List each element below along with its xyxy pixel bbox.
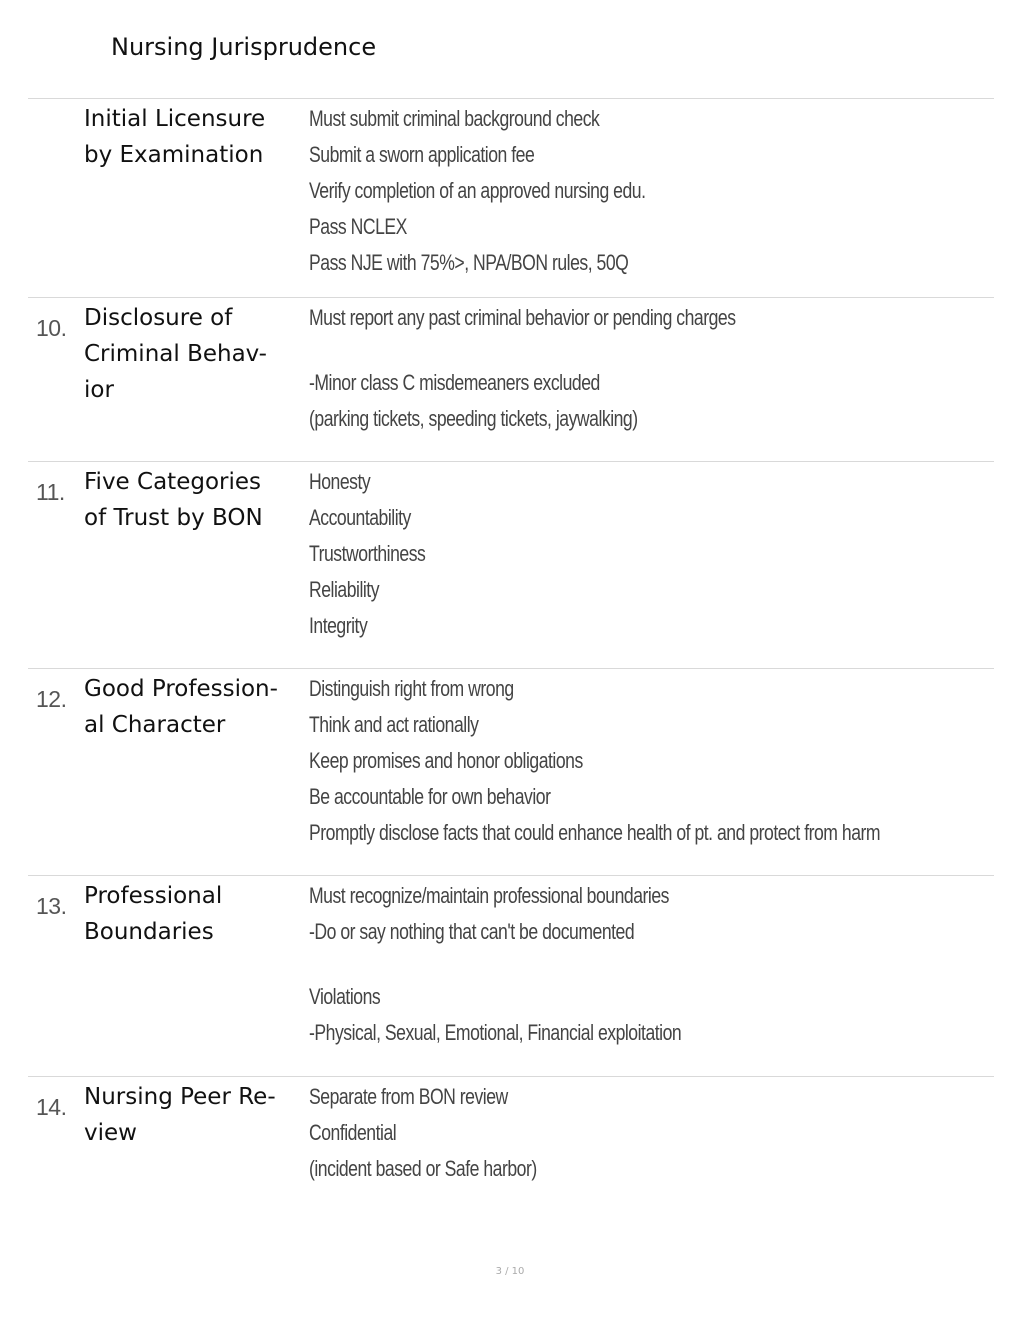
- card-number: 13.: [36, 893, 67, 919]
- definition-line: -Physical, Sexual, Emotional, Financial exploitation: [309, 1020, 682, 1045]
- definition-line: Verify completion of an approved nursing edu.: [309, 178, 646, 203]
- definition-line: Honesty: [309, 469, 371, 494]
- definition-line: Pass NCLEX: [309, 214, 407, 239]
- definition-line: Must recognize/maintain professional boundaries: [309, 883, 669, 908]
- card-term: Initial Licensure by Examination: [84, 106, 266, 168]
- definition-line: [309, 950, 853, 979]
- definition-line: -Do or say nothing that can't be documented: [309, 919, 635, 944]
- card-definition: [309, 300, 853, 437]
- card-number: 10.: [36, 315, 67, 341]
- definition-line: Integrity: [309, 613, 368, 638]
- card-definition: [309, 1079, 853, 1187]
- card-definition: [309, 464, 853, 644]
- definition-line: (incident based or Safe harbor): [309, 1156, 537, 1181]
- definition-line: Promptly disclose facts that could enhance health of pt. and protect from harm: [309, 820, 881, 845]
- card-term: Professional Boundaries: [84, 883, 223, 945]
- definition-line: -Minor class C misdemeaners excluded: [309, 370, 600, 395]
- definition-line: Must report any past criminal behavior or pending charges: [309, 305, 736, 330]
- definition-line: Keep promises and honor obligations: [309, 748, 583, 773]
- definition-line: Separate from BON review: [309, 1084, 508, 1109]
- definition-line: [309, 336, 853, 365]
- card-definition: [309, 101, 853, 281]
- page-title: Nursing Jurisprudence: [111, 33, 377, 61]
- definition-line: Be accountable for own behavior: [309, 784, 551, 809]
- definition-line: Accountability: [309, 505, 411, 530]
- card-term: Good Profession- al Character: [84, 676, 278, 738]
- flashcard: [28, 1076, 994, 1226]
- card-term: Five Categories of Trust by BON: [84, 469, 263, 531]
- card-definition: [309, 878, 853, 1051]
- definition-line: Submit a sworn application fee: [309, 142, 535, 167]
- card-number: 12.: [36, 686, 67, 712]
- definition-line: Must submit criminal background check: [309, 106, 600, 131]
- definition-line: Violations: [309, 984, 381, 1009]
- definition-line: Reliability: [309, 577, 380, 602]
- card-definition: [309, 671, 881, 851]
- page-indicator: 3 / 10: [495, 1266, 525, 1277]
- flashcard: [28, 875, 994, 1077]
- definition-line: Think and act rationally: [309, 712, 479, 737]
- flashcard: [28, 461, 994, 669]
- definition-line: Confidential: [309, 1120, 397, 1145]
- card-term: Nursing Peer Re- view: [84, 1084, 276, 1146]
- definition-line: Distinguish right from wrong: [309, 676, 514, 701]
- card-term: Disclosure of Criminal Behav- ior: [84, 305, 267, 403]
- flashcard: [28, 297, 994, 462]
- definition-line: Pass NJE with 75%>, NPA/BON rules, 50Q: [309, 250, 629, 275]
- definition-line: Trustworthiness: [309, 541, 426, 566]
- card-number: 14.: [36, 1094, 67, 1120]
- definition-line: (parking tickets, speeding tickets, jaywalking): [309, 406, 638, 431]
- flashcard: [28, 98, 994, 298]
- flashcard: [28, 668, 994, 876]
- card-number: 11.: [36, 479, 65, 505]
